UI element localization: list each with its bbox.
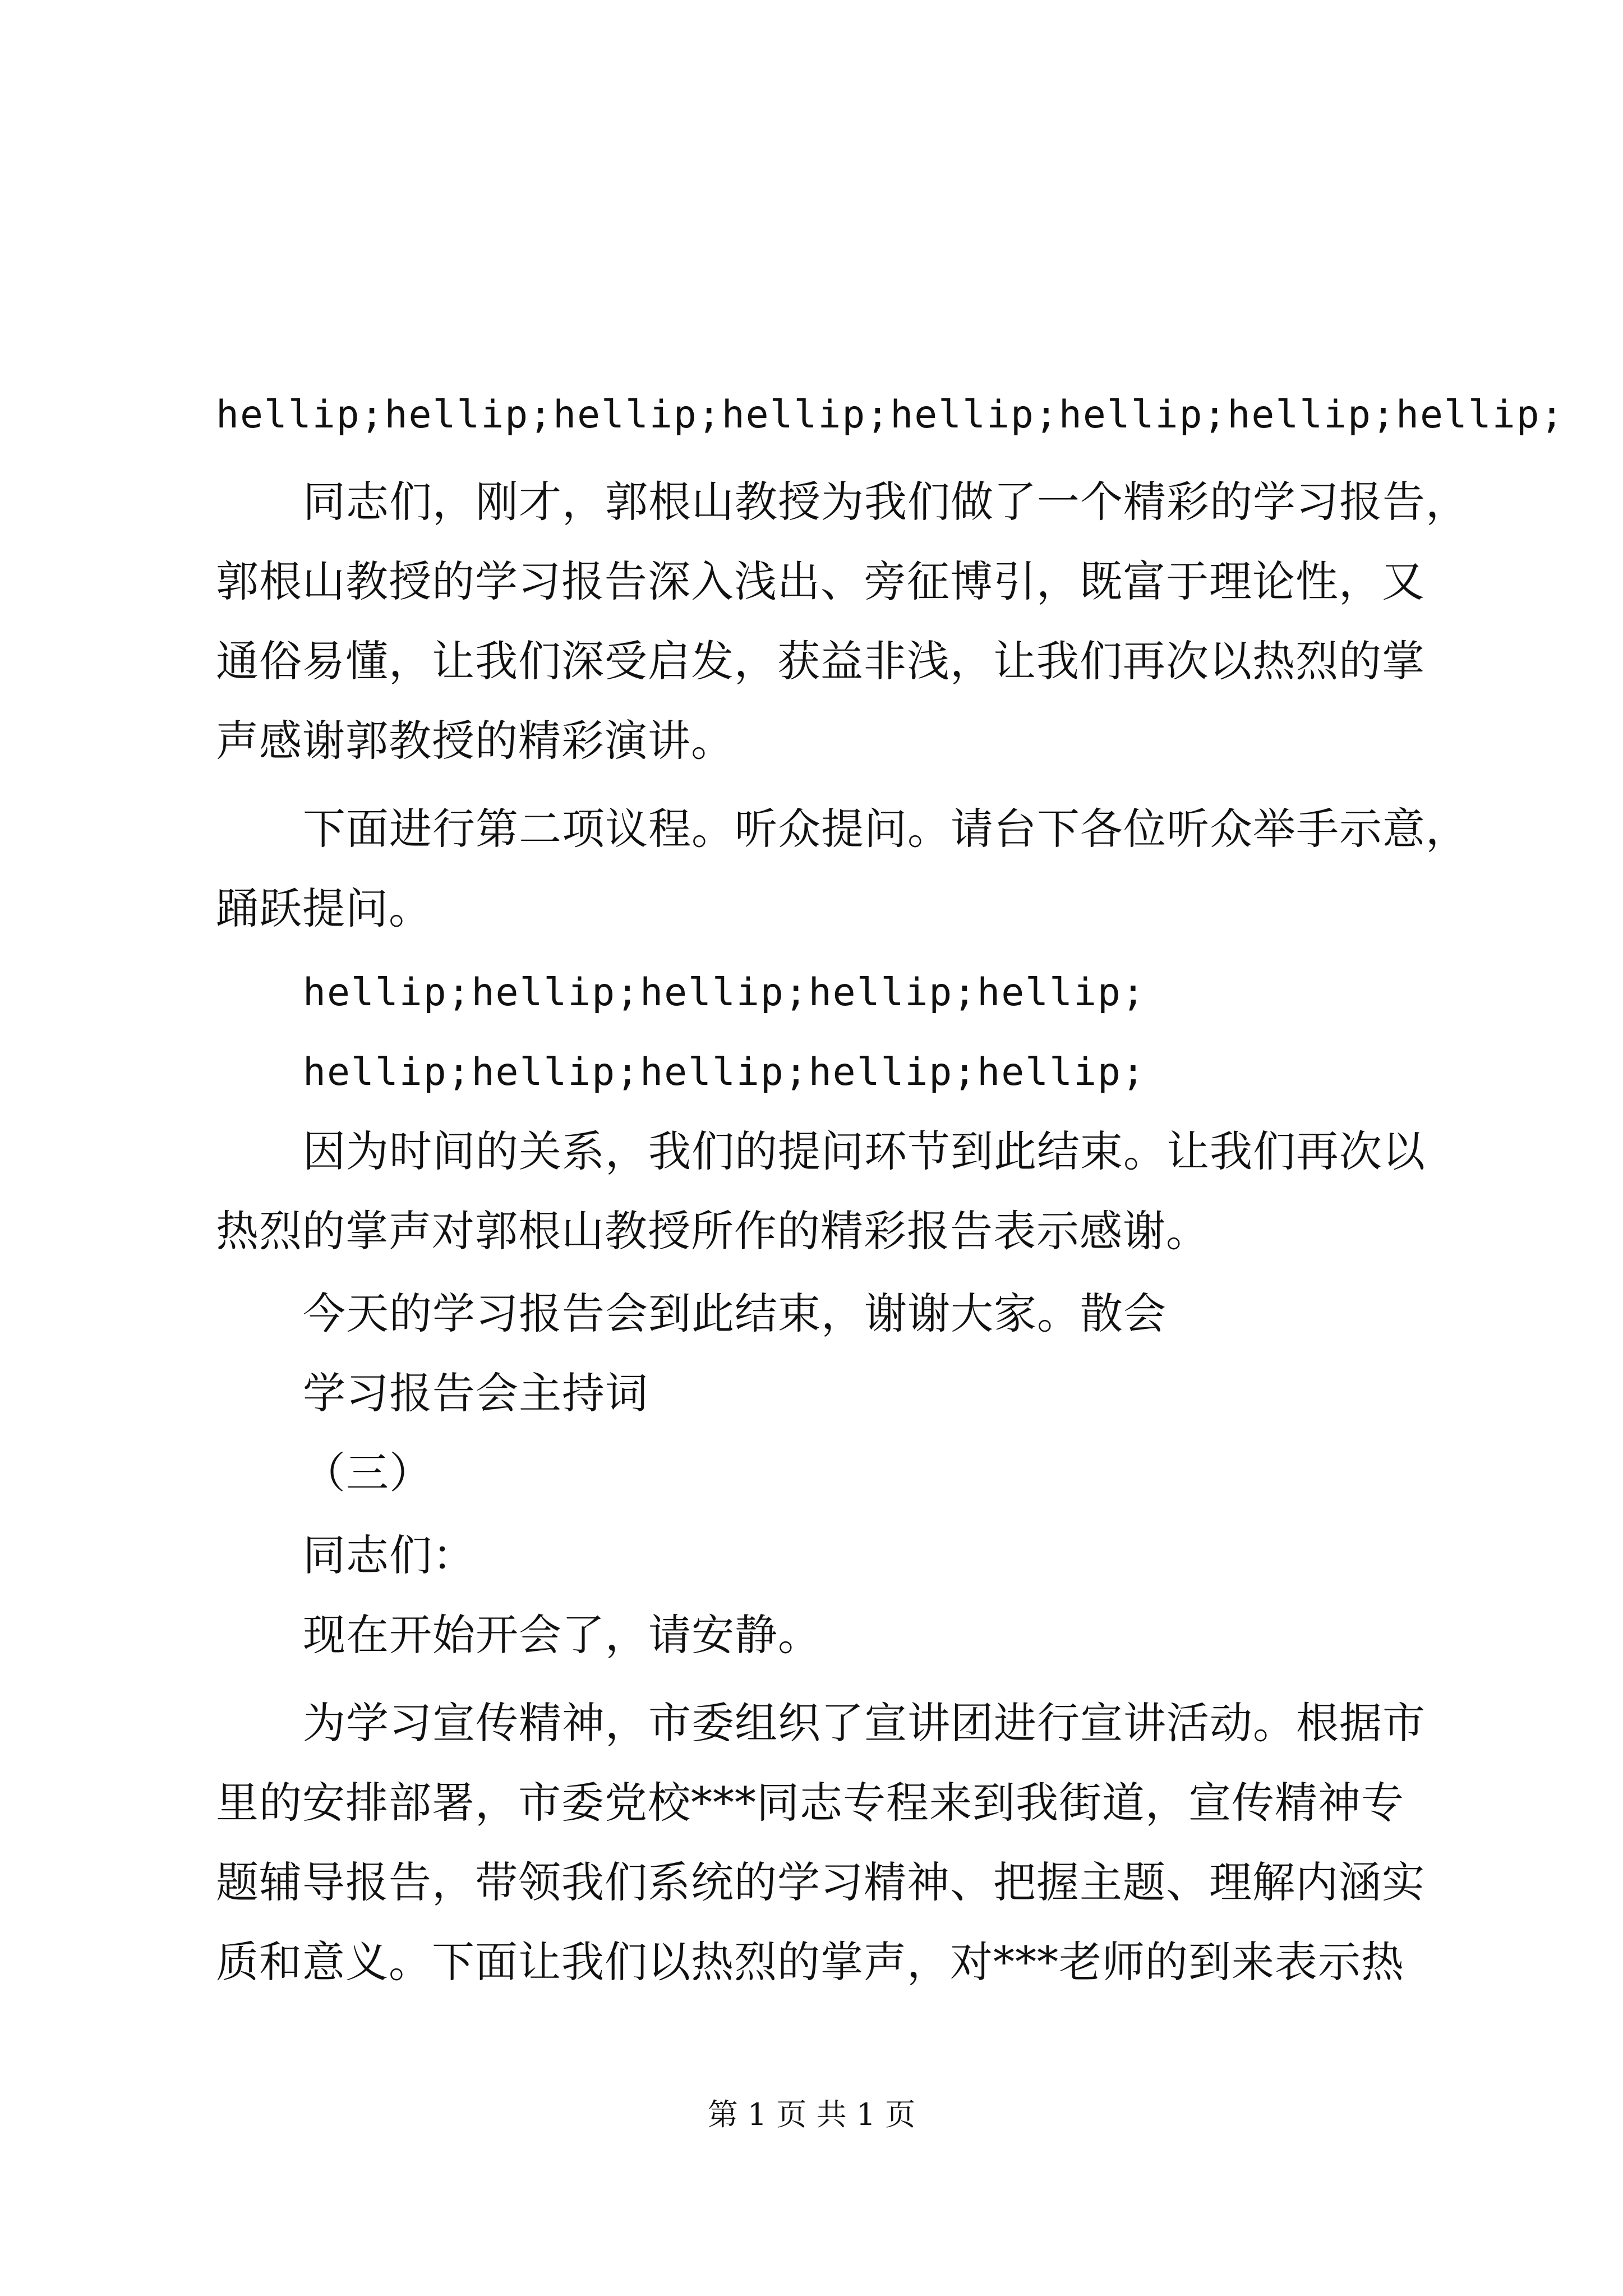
text-line: 通俗易懂，让我们深受启发，获益非浅，让我们再次以热烈的掌	[216, 636, 1425, 686]
text-line: 热烈的掌声对郭根山教授所作的精彩报告表示感谢。	[216, 1206, 1209, 1256]
text-line: 同志们：	[303, 1530, 476, 1580]
text-line: （三）	[303, 1448, 432, 1498]
text-line: 下面进行第二项议程。听众提问。请台下各位听众举手示意，	[303, 804, 1469, 854]
text-line: 声感谢郭教授的精彩演讲。	[216, 716, 734, 766]
text-line: 题辅导报告，带领我们系统的学习精神、把握主题、理解内涵实	[216, 1857, 1425, 1907]
page-footer: 第 1 页 共 1 页	[707, 2097, 916, 2132]
text-line: 学习报告会主持词	[303, 1368, 648, 1418]
text-line: 里的安排部署，市委党校***同志专程来到我街道，宣传精神专	[216, 1778, 1404, 1828]
text-line: hellip;hellip;hellip;hellip;hellip;	[303, 970, 1146, 1015]
text-line: 今天的学习报告会到此结束，谢谢大家。散会	[303, 1289, 1166, 1338]
text-line: hellip;hellip;hellip;hellip;hellip;hellip;hellip;hellip;	[216, 393, 1565, 437]
text-line: 现在开始开会了，请安静。	[303, 1610, 821, 1660]
text-line: 踊跃提问。	[216, 884, 432, 933]
text-line: 质和意义。下面让我们以热烈的掌声，对***老师的到来表示热	[216, 1937, 1404, 1987]
text-line: 为学习宣传精神，市委组织了宣讲团进行宣讲活动。根据市	[303, 1698, 1426, 1748]
text-line: hellip;hellip;hellip;hellip;hellip;	[303, 1050, 1146, 1094]
text-line: 同志们，刚才，郭根山教授为我们做了一个精彩的学习报告，	[303, 477, 1469, 527]
text-line: 郭根山教授的学习报告深入浅出、旁征博引，既富于理论性，又	[216, 556, 1425, 606]
text-line: 因为时间的关系，我们的提问环节到此结束。让我们再次以	[303, 1126, 1426, 1176]
